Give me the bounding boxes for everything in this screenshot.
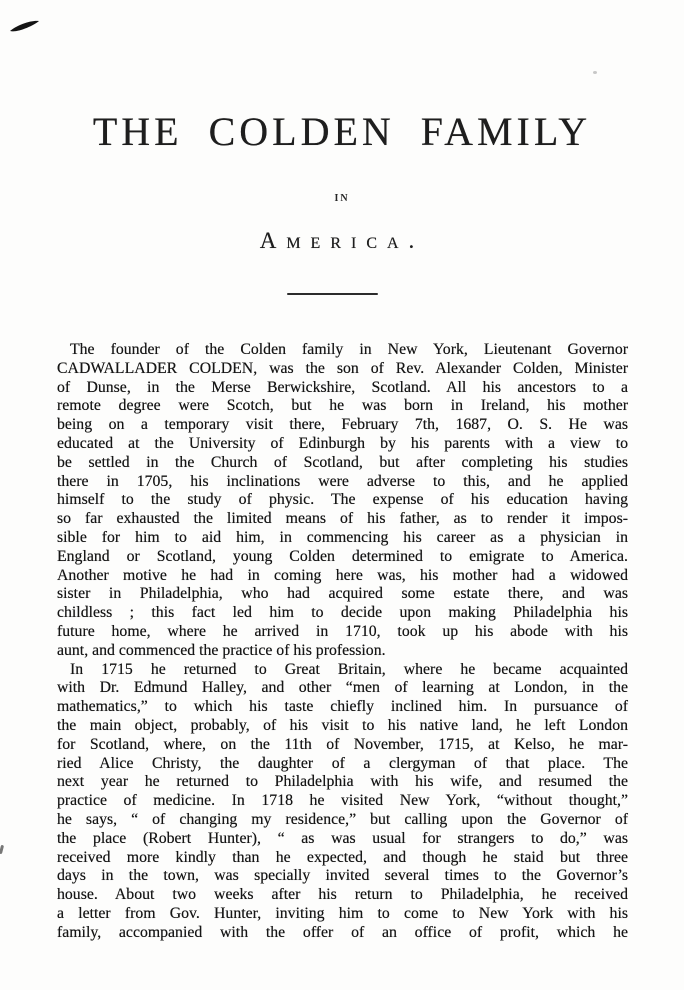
text-line: house. About two weeks after his return to Philadelphia, he received — [57, 886, 628, 904]
text-line: he says, “ of changing my residence,” but calling upon the Governor of — [57, 810, 628, 828]
page-title: THE COLDEN FAMILY — [92, 109, 592, 154]
text-line: the place (Robert Hunter), “ as was usual for strangers to do,” was — [57, 829, 628, 847]
title-connector: IN — [334, 193, 350, 204]
text-line: for Scotland, where, on the 11th of November, 1715, at Kelso, he mar- — [57, 735, 628, 753]
text-line: ried Alice Christy, the daughter of a clergyman of that place. The — [57, 754, 628, 772]
pen-stroke-artifact-icon — [9, 19, 41, 34]
page-edge-mark-artifact — [0, 845, 4, 854]
paragraph — [57, 341, 628, 661]
ink-speck-artifact — [593, 71, 597, 74]
text-line: The founder of the Colden family in New York, Lieutenant Governor — [70, 341, 628, 358]
text-line: In 1715 he returned to Great Britain, where he became acquainted — [70, 660, 628, 678]
text-line: received more kindly than he expected, and though he staid but three — [57, 848, 628, 866]
text-line: with Dr. Edmund Halley, and other “men of learning at London, in the — [57, 679, 628, 697]
text-line: next year he returned to Philadelphia with his wife, and resumed the — [57, 773, 628, 791]
text-line: CADWALLADER COLDEN, was the son of Rev. Alexander Colden, Minister — [57, 359, 628, 377]
body-text — [57, 341, 628, 943]
text-line: England or Scotland, young Colden determined to emigrate to America. — [57, 547, 628, 565]
text-line: himself to the study of physic. The expense of his education having — [57, 491, 628, 509]
text-line: being on a temporary visit there, February 7th, 1687, O. S. He was — [57, 416, 628, 434]
text-line: family, accompanied with the offer of an office of profit, which he — [57, 923, 628, 941]
text-line: aunt, and commenced the practice of his profession. — [57, 641, 386, 659]
text-line: so far exhausted the limited means of his father, as to render it impos- — [57, 510, 628, 528]
text-line: educated at the University of Edinburgh by his parents with a view to — [57, 434, 628, 452]
text-line: the main object, probably, of his visit to his native land, he left London — [57, 716, 628, 734]
text-line: there in 1705, his inclinations were adverse to this, and he applied — [57, 472, 628, 490]
title-divider — [287, 293, 378, 295]
text-line: future home, where he arrived in 1710, took up his abode with his — [57, 622, 628, 640]
title-place: America. — [259, 228, 425, 253]
text-line: of Dunse, in the Merse Berwickshire, Scotland. All his ancestors to a — [57, 378, 628, 396]
text-line: remote degree were Scotch, but he was born in Ireland, his mother — [57, 397, 628, 415]
text-line: sible for him to aid him, in commencing his career as a physician in — [57, 528, 628, 546]
paragraph — [57, 661, 628, 943]
text-line: a letter from Gov. Hunter, inviting him to come to New York with his — [57, 904, 628, 922]
text-line: childless ; this fact led him to decide upon making Philadelphia his — [57, 604, 628, 622]
text-line: be settled in the Church of Scotland, but after completing his studies — [57, 453, 628, 471]
text-line: practice of medicine. In 1718 he visited New York, “without thought,” — [57, 792, 628, 810]
text-line: sister in Philadelphia, who had acquired some estate there, and was — [57, 585, 628, 603]
text-line: mathematics,” to which his taste chiefly inclined him. In pursuance of — [57, 698, 628, 716]
text-line: days in the town, was specially invited several times to the Governor’s — [57, 867, 628, 885]
text-line: Another motive he had in coming here was, his mother had a widowed — [57, 566, 628, 584]
